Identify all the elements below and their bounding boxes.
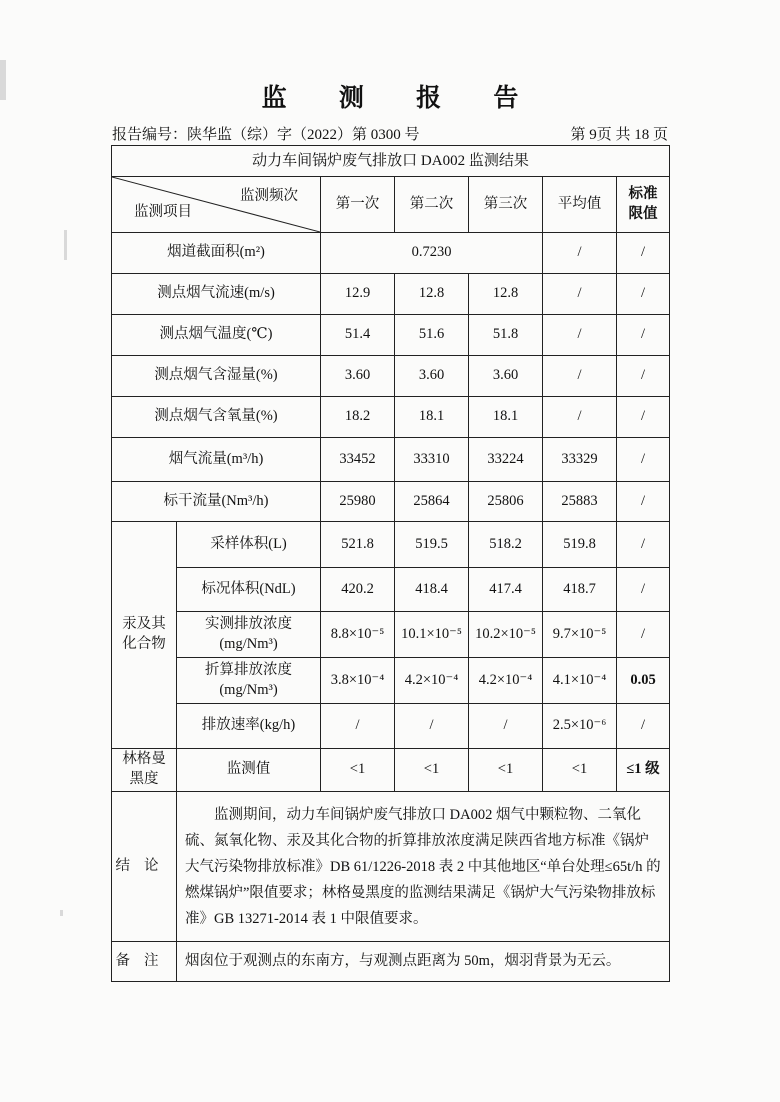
cell-avg: 519.8 [543,522,617,568]
note-row [112,942,670,982]
row-label: 监测值 [177,749,321,792]
cell-first: 12.9 [321,274,395,315]
cell-third: 10.2×10⁻⁵ [469,612,543,658]
cell-third: 25806 [469,482,543,522]
cell-avg: 9.7×10⁻⁵ [543,612,617,658]
cell-avg: 418.7 [543,568,617,612]
table-row [112,658,670,704]
row-label: 标况体积(NdL) [177,568,321,612]
table-row [112,315,670,356]
table-row [112,522,670,568]
cell-second: / [395,704,469,749]
cell-second: 4.2×10⁻⁴ [395,658,469,704]
table-header-row [112,177,670,233]
cell-second: 519.5 [395,522,469,568]
row-label: 测点烟气流速(m/s) [112,274,321,315]
cell-limit: / [617,612,670,658]
cell-limit: / [617,274,670,315]
monitoring-results-table [111,145,670,982]
col-header-2: 第二次 [395,177,469,233]
cell-third: 518.2 [469,522,543,568]
row-label: 烟气流量(m³/h) [112,438,321,482]
cell-second: 51.6 [395,315,469,356]
cell-limit: 0.05 [617,658,670,704]
cell-third: 33224 [469,438,543,482]
table-row-ringelmann [112,749,670,792]
cell-third: 12.8 [469,274,543,315]
conclusion-label: 结论 [112,792,177,942]
cell-first: / [321,704,395,749]
group-label-mercury: 汞及其 化合物 [112,522,177,749]
col-header-limit: 标准 限值 [617,177,670,233]
cell-limit: / [617,522,670,568]
row-label: 测点烟气含湿量(%) [112,356,321,397]
cell-first: 420.2 [321,568,395,612]
cell-avg: / [543,356,617,397]
cell-avg: 2.5×10⁻⁶ [543,704,617,749]
cell-second: 12.8 [395,274,469,315]
corner-header-cell [112,177,321,233]
report-number: 报告编号：陕华监（综）字（2022）第 0300 号 [112,127,420,143]
cell-third: 417.4 [469,568,543,612]
cell-first: 33452 [321,438,395,482]
page-info: 第 9页 共 18 页 [570,127,668,143]
row-label: 实测排放浓度 (mg/Nm³) [177,612,321,658]
cell-second: 10.1×10⁻⁵ [395,612,469,658]
cell-first: <1 [321,749,395,792]
scan-edge-mark [64,230,67,260]
cell-first: 3.8×10⁻⁴ [321,658,395,704]
cell-avg: / [543,315,617,356]
col-header-1: 第一次 [321,177,395,233]
cell-second: 18.1 [395,397,469,438]
conclusion-text: 监测期间，动力车间锅炉废气排放口 DA002 烟气中颗粒物、二氧化硫、氮氧化物、汞及其化合物的折算排放浓度满足陕西省地方标准《锅炉大气污染物排放标准》DB 61/1226-2018 表 2 中其他地区“单台处理≤65t/h 的燃煤锅炉”限值要求；林格曼黑度的监测结果满足《锅炉大气污染物排放标准》GB 13271-2014 表 1 中限值要求。 [177,792,670,942]
cell-avg: 25883 [543,482,617,522]
conclusion-row [112,792,670,942]
row-label: 测点烟气含氧量(%) [112,397,321,438]
corner-top-label: 监测频次 [240,188,298,204]
table-caption-row [112,146,670,177]
cell-third: <1 [469,749,543,792]
corner-bottom-label: 监测项目 [134,204,192,221]
cell-third: 4.2×10⁻⁴ [469,658,543,704]
cell-first: 8.8×10⁻⁵ [321,612,395,658]
cell-avg: 33329 [543,438,617,482]
table-row [112,482,670,522]
table-row-flue-area [112,233,670,274]
table-row [112,356,670,397]
cell-first: 51.4 [321,315,395,356]
row-label: 烟道截面积(m²) [112,233,321,274]
cell-limit: / [617,315,670,356]
table-row [112,612,670,658]
cell-limit: / [617,233,670,274]
note-label: 备注 [112,942,177,982]
row-label: 采样体积(L) [177,522,321,568]
cell-first: 25980 [321,482,395,522]
row-label: 标干流量(Nm³/h) [112,482,321,522]
table-row [112,397,670,438]
cell-second: 3.60 [395,356,469,397]
cell-second: 25864 [395,482,469,522]
cell-limit: / [617,397,670,438]
group-label-ringelmann: 林格曼 黑度 [112,749,177,792]
table-row [112,274,670,315]
col-header-3: 第三次 [469,177,543,233]
row-label: 排放速率(kg/h) [177,704,321,749]
cell-limit: / [617,482,670,522]
cell-first: 18.2 [321,397,395,438]
cell-value: 0.7230 [321,233,543,274]
cell-first: 3.60 [321,356,395,397]
scan-edge-mark [0,60,6,100]
table-row [112,568,670,612]
cell-first: 521.8 [321,522,395,568]
cell-second: 33310 [395,438,469,482]
cell-avg: / [543,397,617,438]
cell-second: 418.4 [395,568,469,612]
cell-limit: / [617,704,670,749]
cell-third: 18.1 [469,397,543,438]
document-title: 监 测 报 告 [261,85,542,112]
cell-limit: ≤1 级 [617,749,670,792]
cell-limit: / [617,356,670,397]
cell-avg: <1 [543,749,617,792]
cell-third: 3.60 [469,356,543,397]
cell-avg: / [543,274,617,315]
cell-third: 51.8 [469,315,543,356]
note-text: 烟囱位于观测点的东南方，与观测点距离为 50m，烟羽背景为无云。 [177,942,670,982]
cell-avg: / [543,233,617,274]
row-label: 测点烟气温度(℃) [112,315,321,356]
scan-edge-mark [60,910,63,916]
cell-limit: / [617,568,670,612]
cell-avg: 4.1×10⁻⁴ [543,658,617,704]
table-row [112,438,670,482]
cell-limit: / [617,438,670,482]
cell-second: <1 [395,749,469,792]
cell-third: / [469,704,543,749]
row-label: 折算排放浓度 (mg/Nm³) [177,658,321,704]
col-header-avg: 平均值 [543,177,617,233]
table-caption: 动力车间锅炉废气排放口 DA002 监测结果 [112,146,670,177]
table-row [112,704,670,749]
